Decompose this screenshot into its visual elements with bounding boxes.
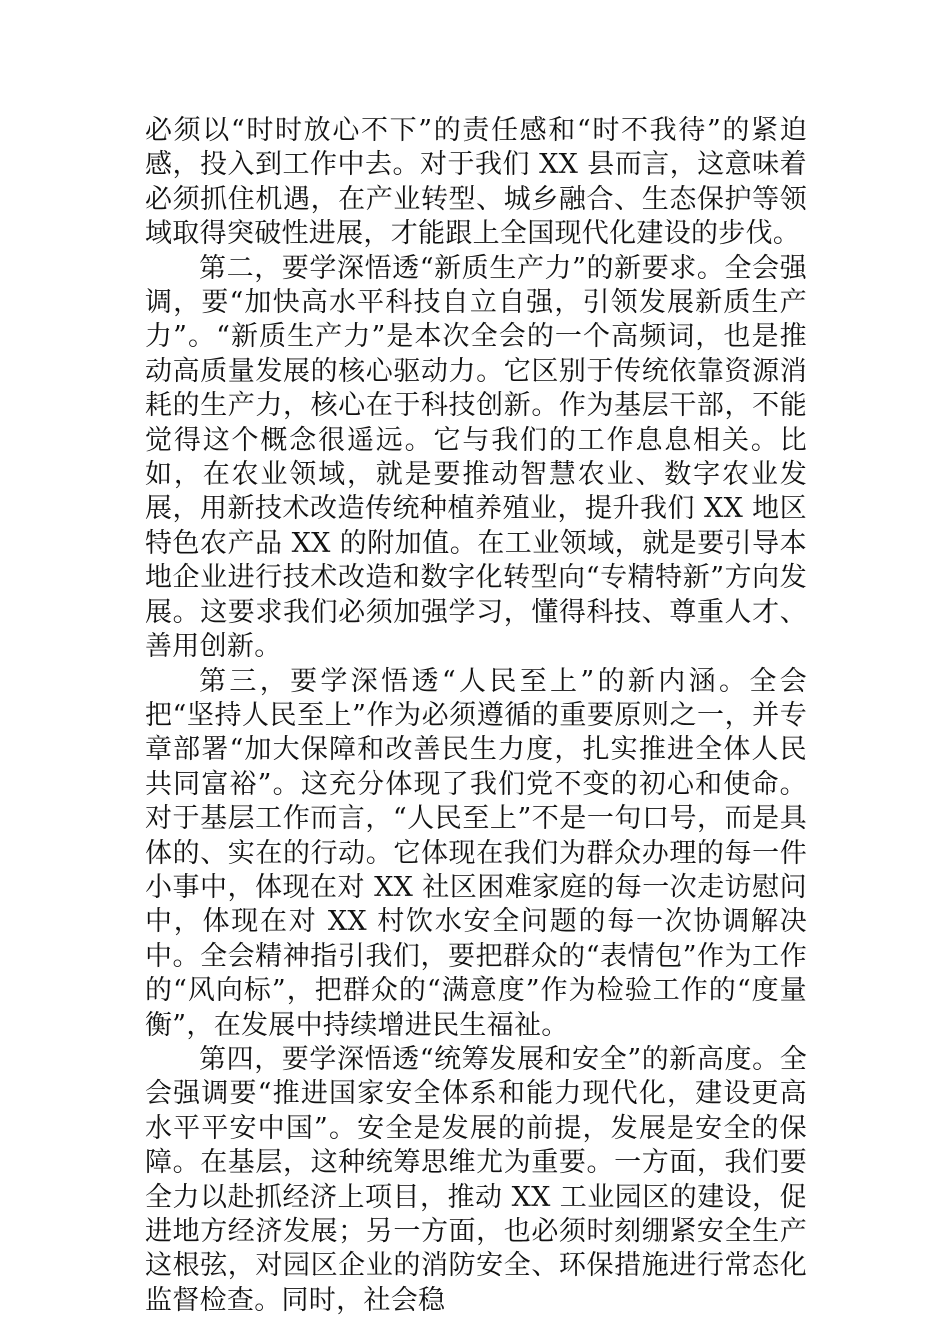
paragraph-third-point: 第三，要学深悟透“人民至上”的新内涵。全会把“坚持人民至上”作为必须遵循的重要原则之一，并专章部署“加大保障和改善民生力度，扎实推进全体人民共同富裕”。这充分体现了我们党不变的初心和使命。对于基层工作而言，“人民至上”不是一句口号，而是具体的、实在的行动。它体现在我们为群众办理的每一件小事中，体现在对 XX 社区困难家庭的每一次走访慰问中，体现在对 XX 村饮水安全问题的每一次协调解决中。全会精神指引我们，要把群众的“表情包”作为工作的“风向标”，把群众的“满意度”作为检验工作的“度量衡”，在发展中持续增进民生福祉。 — [145, 665, 807, 1041]
paragraph-fourth-point: 第四，要学深悟透“统筹发展和安全”的新高度。全会强调要“推进国家安全体系和能力现代化，建设更高水平平安中国”。安全是发展的前提，发展是安全的保障。在基层，这种统筹思维尤为重要。一方面，我们要全力以赴抓经济上项目，推动 XX 工业园区的建设，促进地方经济发展；另一方面，也必须时刻绷紧安全生产这根弦，对园区企业的消防安全、环保措施进行常态化监督检查。同时，社会稳 — [145, 1043, 807, 1316]
paragraph-continuation: 必须以“时时放心不下”的责任感和“时不我待”的紧迫感，投入到工作中去。对于我们 XX 县而言，这意味着必须抓住机遇，在产业转型、城乡融合、生态保护等领域取得突破性进展，才能跟上全国现代化建设的步伐。 — [145, 115, 807, 250]
document-body — [145, 114, 807, 1318]
paragraph-second-point: 第二，要学深悟透“新质生产力”的新要求。全会强调，要“加快高水平科技自立自强，引领发展新质生产力”。“新质生产力”是本次全会的一个高频词，也是推动高质量发展的核心驱动力。它区别于传统依靠资源消耗的生产力，核心在于科技创新。作为基层干部，不能觉得这个概念很遥远。它与我们的工作息息相关。比如，在农业领域，就是要推动智慧农业、数字农业发展，用新技术改造传统种植养殖业，提升我们 XX 地区特色农产品 XX 的附加值。在工业领域，就是要引导本地企业进行技术改造和数字化转型向“专精特新”方向发展。这要求我们必须加强学习，懂得科技、尊重人才、善用创新。 — [145, 252, 807, 663]
